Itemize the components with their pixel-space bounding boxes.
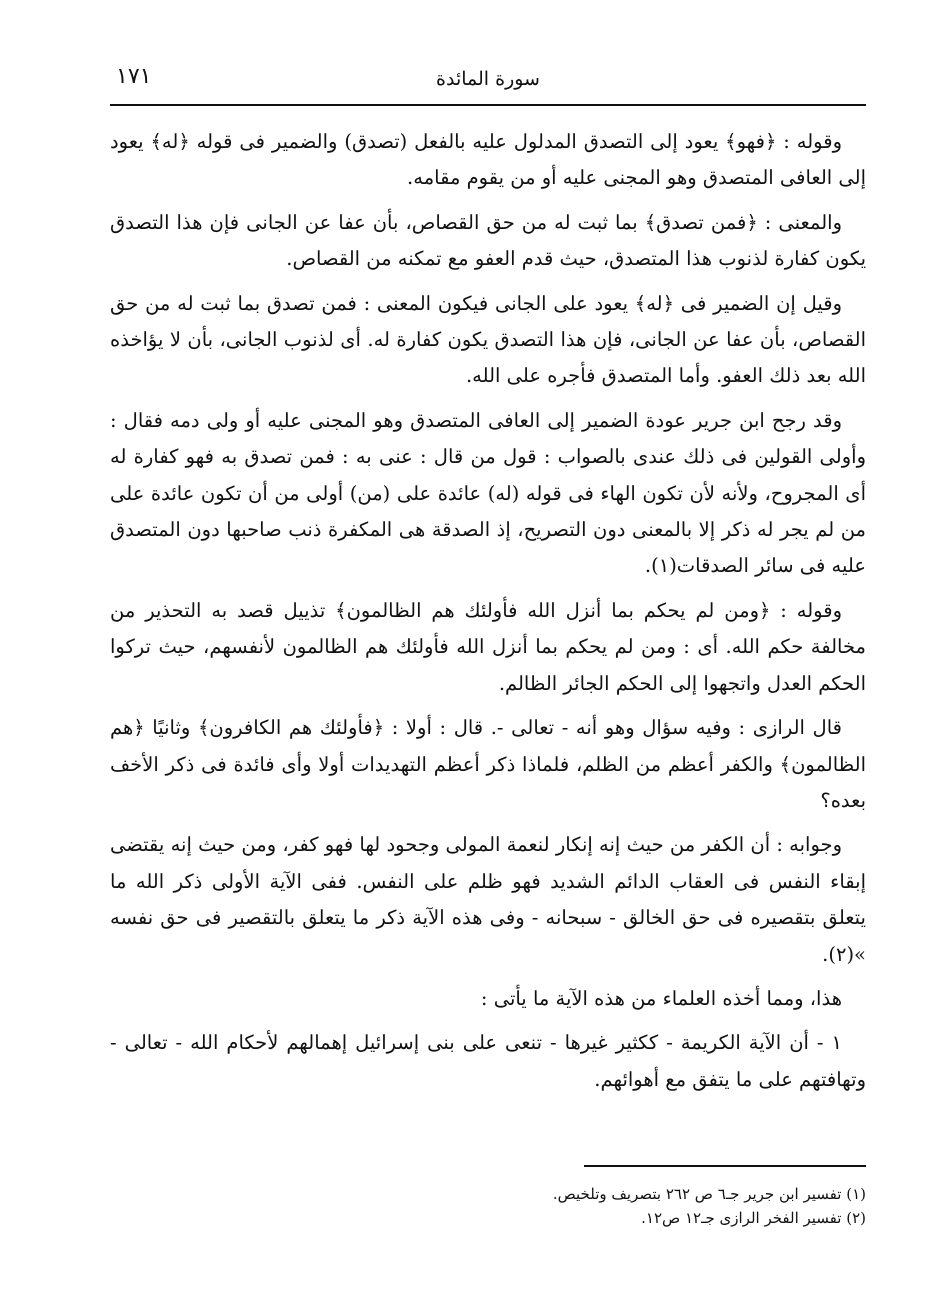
paragraph: ١ - أن الآية الكريمة - ككثير غيرها - تنعى على بنى إسرائيل إهمالهم لأحكام الله - تعالى - وتهافتهم على ما يتفق مع أهوائهم. bbox=[110, 1031, 866, 1091]
paragraph: وقيل إن الضمير فى ﴿له﴾ يعود على الجانى فيكون المعنى : فمن تصدق بما ثبت له من حق القصاص، بأن عفا عن الجانى، فإن هذا التصدق يكون كفارة له. أى لذنوب الجانى، بأن لا يؤاخذه الله بعد ذلك العفو. وأما المتصدق فأجره على الله. bbox=[110, 291, 866, 388]
paragraph: وقوله : ﴿فهو﴾ يعود إلى التصدق المدلول عليه بالفعل (تصدق) والضمير فى قوله ﴿له﴾ يعود إلى العافى المتصدق وهو المجنى عليه أو من يقوم مقامه. bbox=[110, 130, 866, 190]
paragraph: وقد رجح ابن جرير عودة الضمير إلى العافى المتصدق وهو المجنى عليه أو ولى دمه فقال : وأولى القولين فى ذلك عندى بالصواب : قول من قال : عنى به : فمن تصدق به فهو كفارة له أى المجروح، ولأنه لأن تكون الهاء فى قوله (له) عائدة على (من) أولى من أن تكون عائدة على من لم يجر له ذكر إلا بالمعنى دون التصريح، إذ الصدقة هى المكفرة ذنب صاحبها دون المتصدق عليه فى سائر الصدقات(١). bbox=[110, 408, 866, 578]
page-body bbox=[110, 124, 866, 1106]
header-divider bbox=[110, 104, 866, 106]
footnotes bbox=[110, 1182, 866, 1230]
footnote-divider bbox=[584, 1165, 866, 1167]
page-header bbox=[110, 58, 866, 102]
page-number: ١٧١ bbox=[116, 64, 152, 89]
footnote: (٢) تفسير الفخر الرازى جـ١٢ ص١٢. bbox=[641, 1209, 866, 1227]
paragraph: هذا، ومما أخذه العلماء من هذه الآية ما يأتى : bbox=[480, 986, 842, 1010]
book-page bbox=[110, 58, 866, 1248]
paragraph: وجوابه : أن الكفر من حيث إنه إنكار لنعمة المولى وجحود لها فهو كفر، ومن حيث إنه يقتضى إبقاء النفس فى العقاب الدائم الشديد فهو ظلم على النفس. ففى الآية الأولى ذكر الله ما يتعلق بتقصيره فى حق الخالق - سبحانه - وفى هذه الآية ذكر ما يتعلق بالتقصير فى حق نفسه »(٢). bbox=[110, 833, 866, 966]
paragraph: والمعنى : ﴿فمن تصدق﴾ بما ثبت له من حق القصاص، بأن عفا عن الجانى فإن هذا التصدق يكون كفارة لذنوب هذا المتصدق، حيث قدم العفو مع تمكنه من القصاص. bbox=[110, 210, 866, 271]
footnote: (١) تفسير ابن جرير جـ٦ ص ٢٦٢ بتصريف وتلخيص. bbox=[552, 1185, 866, 1203]
surah-title: سورة المائدة bbox=[436, 68, 540, 90]
paragraph: وقوله : ﴿ومن لم يحكم بما أنزل الله فأولئك هم الظالمون﴾ تذييل قصد به التحذير من مخالفة حكم الله. أى : ومن لم يحكم بما أنزل الله فأولئك هم الظالمون لأنفسهم، حيث تركوا الحكم العدل واتجهوا إلى الحكم الجائر الظالم. bbox=[110, 598, 866, 695]
paragraph: قال الرازى : وفيه سؤال وهو أنه - تعالى -. قال : أولا : ﴿فأولئك هم الكافرون﴾ وثانيًا ﴿هم الظالمون﴾ والكفر أعظم من الظلم، فلماذا ذكر أعظم التهديدات أولا وأى فائدة فى ذكر الأخف بعده؟ bbox=[110, 716, 866, 812]
